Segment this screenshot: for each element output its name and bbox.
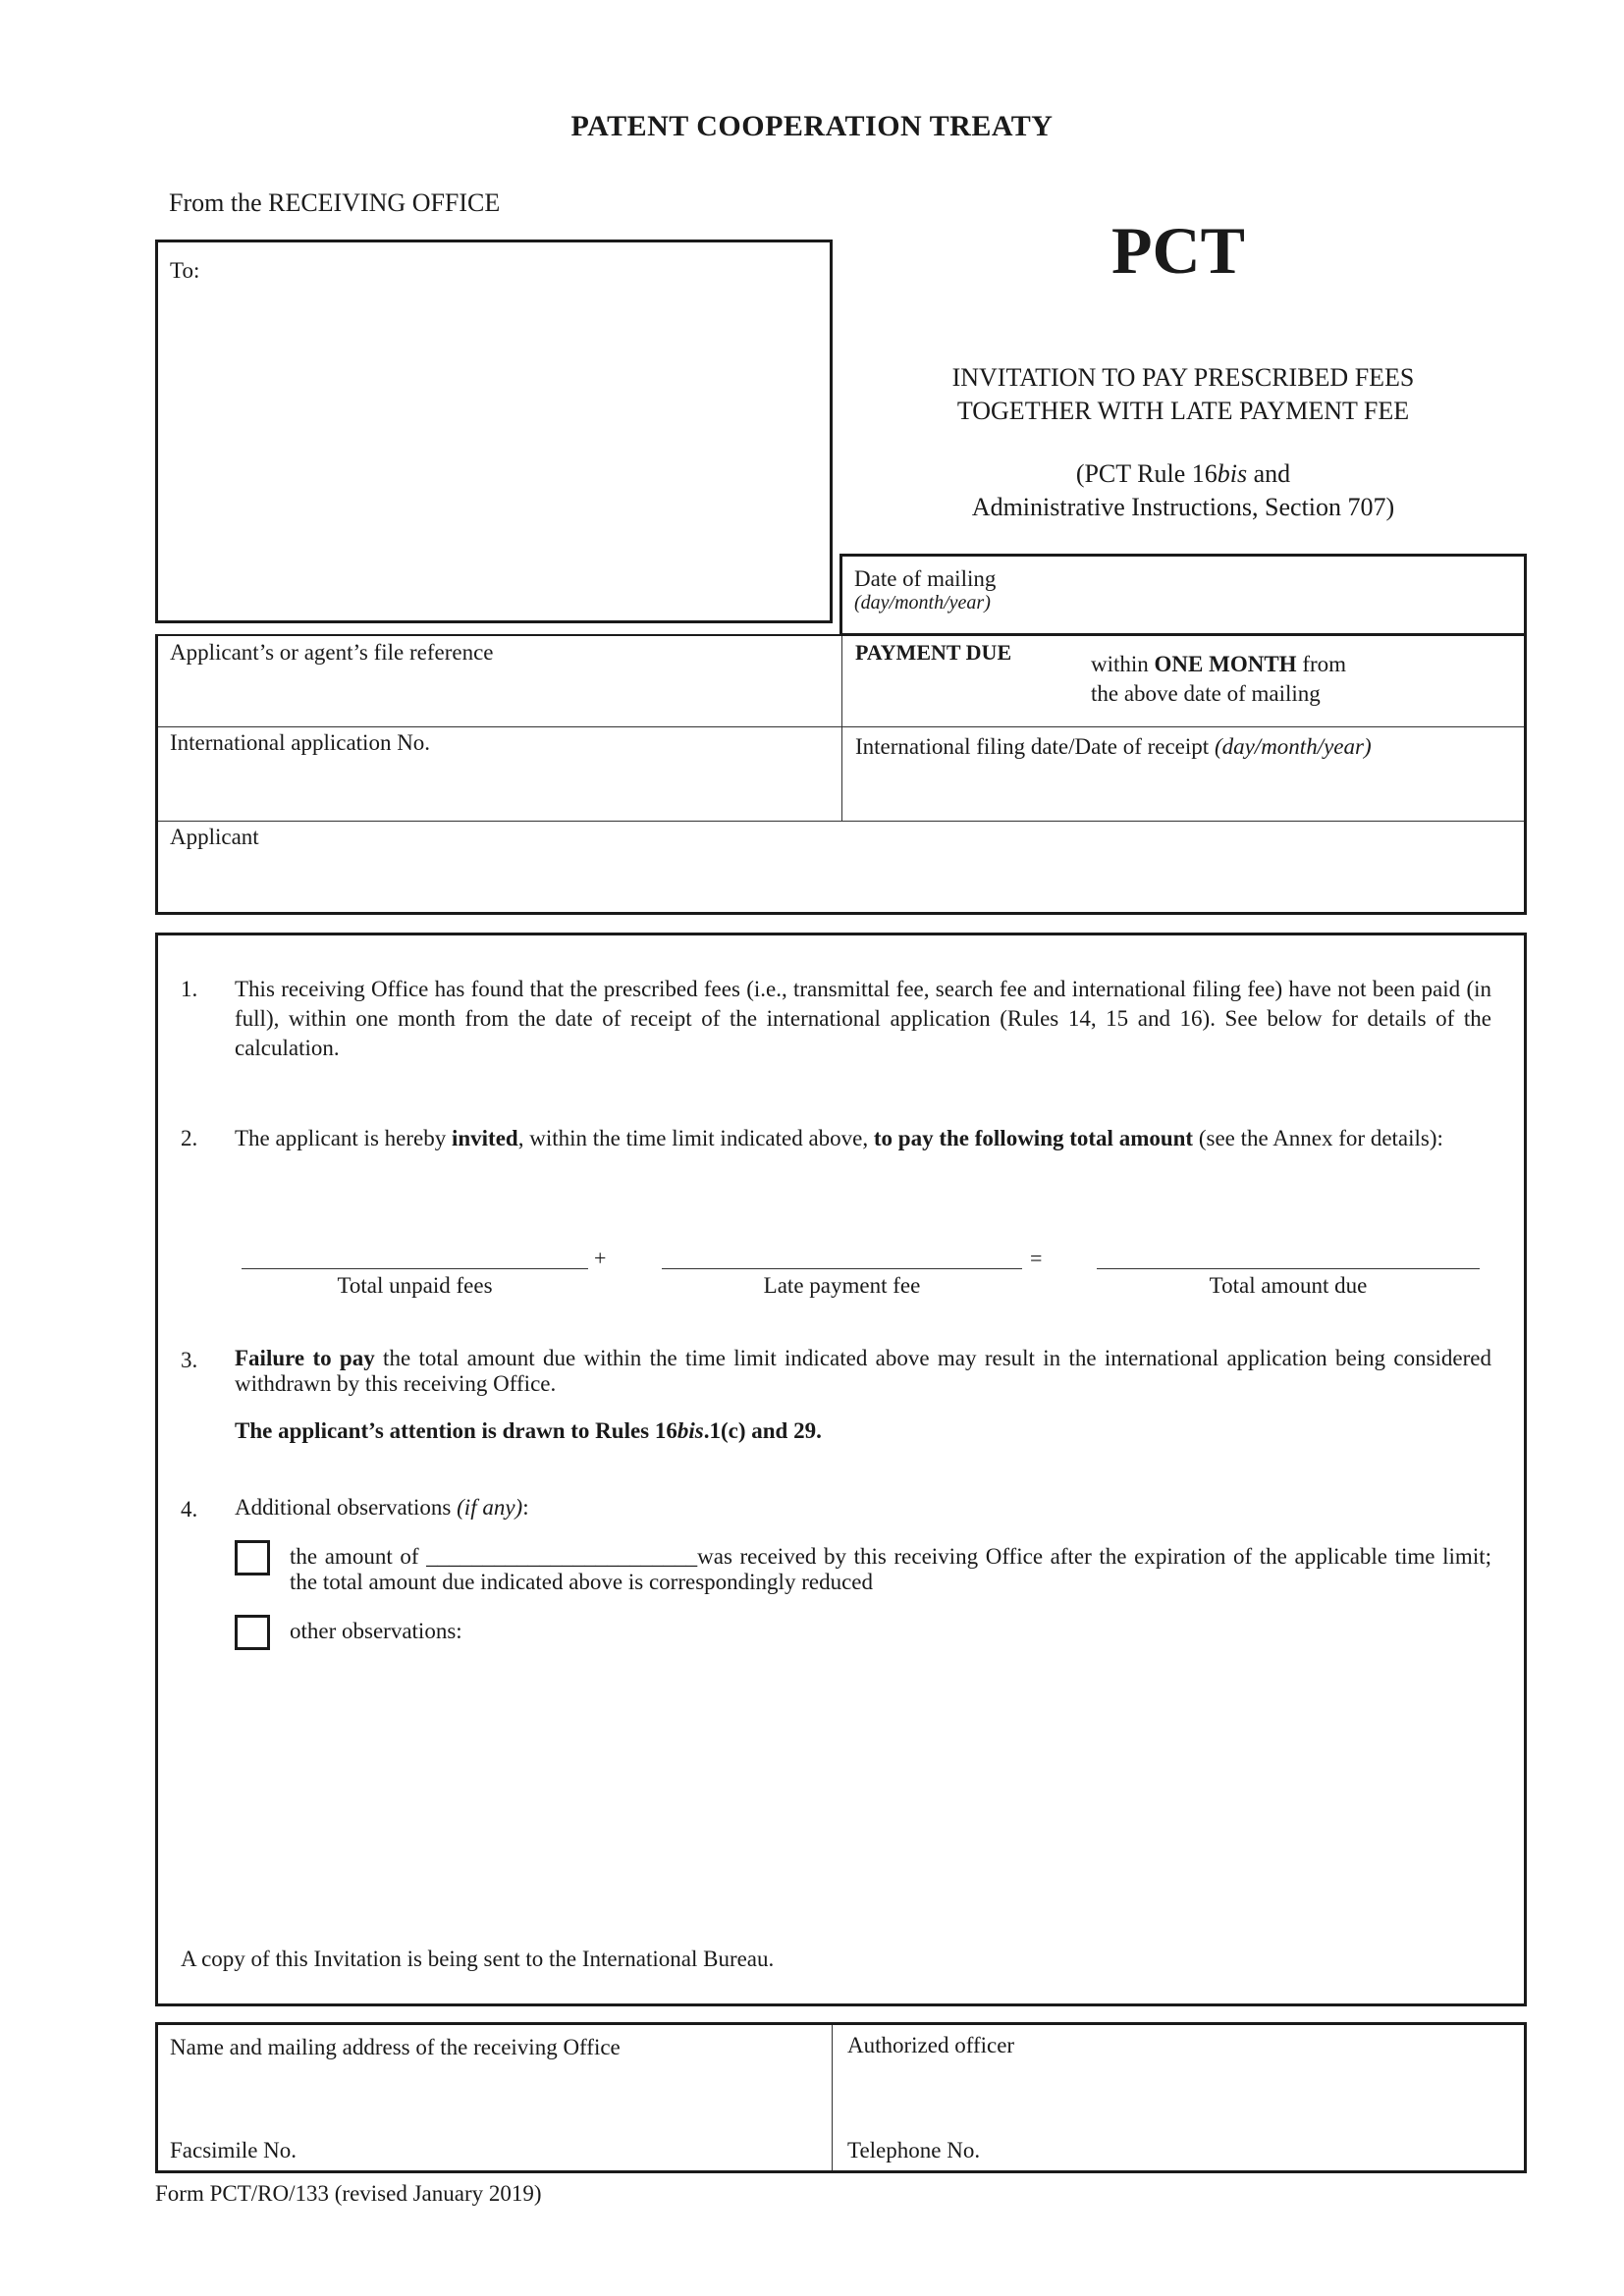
amount-received-text: the amount of ________________________was received by this receiving Office after the expiration of the applicable time limit; the total amount due indicated above is correspondingly reduced	[290, 1544, 1491, 1594]
item2-text: The applicant is hereby invited, within the time limit indicated above, to pay the following total amount (see the Annex for details):	[235, 1126, 1443, 1150]
form-title	[884, 361, 1483, 428]
intl-filing-date-format: (day/month/year)	[1214, 734, 1372, 759]
equals-sign: =	[1030, 1246, 1043, 1270]
date-of-mailing-format: (day/month/year)	[854, 592, 991, 614]
form-number: Form PCT/RO/133 (revised January 2019)	[155, 2181, 542, 2206]
invitation-body-box	[155, 933, 1527, 2006]
form-title-line1: INVITATION TO PAY PRESCRIBED FEES	[951, 363, 1415, 392]
date-of-mailing-label: Date of mailing	[854, 566, 997, 591]
treaty-title: PATENT COOPERATION TREATY	[570, 110, 1054, 142]
item3-text: Failure to pay the total amount due within the time limit indicated above may result in the international application being considered withdrawn by this receiving Office.	[235, 1346, 1491, 1396]
applicant-label: Applicant	[170, 825, 259, 849]
intl-app-no-label: International application No.	[170, 730, 431, 755]
rule-ref-a: (PCT Rule 16	[1075, 459, 1218, 488]
from-office-label: From the RECEIVING OFFICE	[169, 188, 501, 217]
caption-total-unpaid-fees: Total unpaid fees	[337, 1273, 493, 1298]
rule-reference	[884, 457, 1483, 524]
late-payment-fee-line	[662, 1268, 1022, 1269]
to-label: To:	[170, 258, 200, 283]
office-address-label: Name and mailing address of the receiving Office	[170, 2035, 621, 2059]
caption-total-amount-due: Total amount due	[1209, 1273, 1368, 1298]
item3-number: 3.	[181, 1348, 198, 1372]
plus-sign: +	[594, 1246, 607, 1270]
rule-ref-italic: bis	[1217, 459, 1248, 488]
application-details-table	[155, 634, 1527, 915]
pct-logo: PCT	[1111, 213, 1245, 288]
item1-number: 1.	[181, 977, 198, 1001]
intl-filing-date-label: International filing date/Date of receipt (day/month/year)	[855, 734, 1372, 759]
payment-due-label: PAYMENT DUE	[855, 640, 1012, 665]
form-title-line2: TOGETHER WITH LATE PAYMENT FEE	[956, 397, 1410, 425]
date-of-mailing-box	[839, 554, 1527, 636]
other-observations-checkbox[interactable]	[235, 1615, 270, 1650]
item1-text: This receiving Office has found that the prescribed fees (i.e., transmittal fee, search fee and international filing fee) have not been paid (in full), within one month from the date of receipt of the international application (Rules 14, 15 and 16). See below for details of the calculation.	[235, 977, 1491, 1060]
office-contact-box	[155, 2022, 1527, 2173]
other-observations-label: other observations:	[290, 1619, 462, 1643]
total-unpaid-fees-line	[242, 1268, 588, 1269]
copy-note: A copy of this Invitation is being sent to the International Bureau.	[181, 1947, 775, 1971]
payment-due-text: within ONE MONTH from the above date of mailing	[1091, 652, 1347, 706]
telephone-label: Telephone No.	[847, 2138, 981, 2163]
authorized-officer-label: Authorized officer	[847, 2033, 1015, 2057]
file-reference-label: Applicant’s or agent’s file reference	[170, 640, 494, 665]
rule-ref-line2: Administrative Instructions, Section 707)	[971, 493, 1395, 521]
facsimile-label: Facsimile No.	[170, 2138, 298, 2163]
total-amount-due-line	[1097, 1268, 1480, 1269]
item3-note: The applicant’s attention is drawn to Rules 16bis.1(c) and 29.	[235, 1418, 822, 1443]
rule-ref-b: and	[1247, 459, 1291, 488]
to-address-box	[155, 240, 833, 623]
caption-late-payment-fee: Late payment fee	[763, 1273, 921, 1298]
item4-number: 4.	[181, 1497, 198, 1522]
item4-label: Additional observations (if any):	[235, 1495, 529, 1520]
item2-number: 2.	[181, 1126, 198, 1150]
amount-received-checkbox[interactable]	[235, 1540, 270, 1575]
